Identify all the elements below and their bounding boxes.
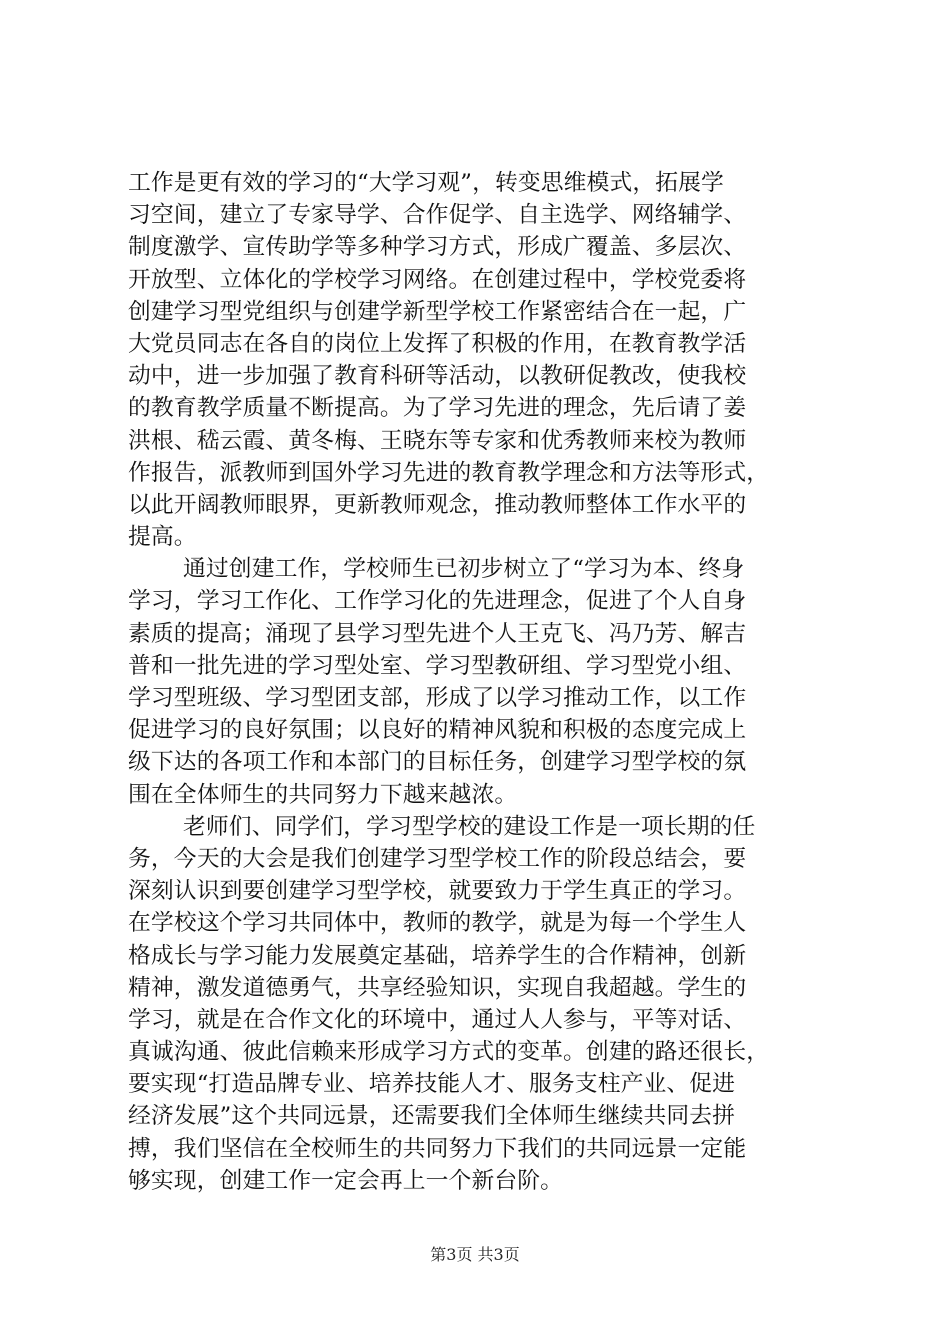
- text-line: 老师们、同学们，学习型学校的建设工作是一项长期的任: [183, 813, 756, 840]
- text-line: 精神，激发道德勇气，共享经验知识，实现自我超越。学生的: [128, 974, 747, 1001]
- text-line: 洪根、嵇云霞、黄冬梅、王晓东等专家和优秀教师来校为教师: [128, 427, 747, 454]
- text-line: 的教育教学质量不断提高。为了学习先进的理念，先后请了姜: [128, 395, 747, 422]
- text-line: 提高。: [128, 524, 197, 551]
- text-line: 真诚沟通、彼此信赖来形成学习方式的变革。创建的路还很长，: [128, 1039, 770, 1066]
- text-line: 制度激学、宣传助学等多种学习方式，形成广覆盖、多层次、: [128, 234, 747, 261]
- text-line: 搏，我们坚信在全校师生的共同努力下我们的共同远景一定能: [128, 1135, 747, 1162]
- text-line: 动中，进一步加强了教育科研等活动，以教研促教改，使我校: [128, 363, 747, 390]
- text-line: 够实现，创建工作一定会再上一个新台阶。: [128, 1167, 564, 1194]
- text-line: 开放型、立体化的学校学习网络。在创建过程中，学校党委将: [128, 266, 747, 293]
- text-line: 作报告，派教师到国外学习先进的教育教学理念和方法等形式，: [128, 459, 770, 486]
- text-line: 级下达的各项工作和本部门的目标任务，创建学习型学校的氛: [128, 749, 747, 776]
- text-line: 学习，学习工作化、工作学习化的先进理念，促进了个人自身: [128, 588, 747, 615]
- text-line: 要实现“打造品牌专业、培养技能人才、服务支柱产业、促进: [128, 1071, 736, 1098]
- text-line: 格成长与学习能力发展奠定基础，培养学生的合作精神，创新: [128, 942, 747, 969]
- text-line: 在学校这个学习共同体中，教师的教学，就是为每一个学生人: [128, 910, 747, 937]
- text-line: 创建学习型党组织与创建学新型学校工作紧密结合在一起，广: [128, 298, 747, 325]
- page-footer: 第3页 共3页: [430, 1245, 520, 1264]
- text-line: 以此开阔教师眼界，更新教师观念，推动教师整体工作水平的: [128, 491, 747, 518]
- text-line: 大党员同志在各自的岗位上发挥了积极的作用，在教育教学活: [128, 330, 747, 357]
- text-line: 务，今天的大会是我们创建学习型学校工作的阶段总结会，要: [128, 845, 747, 872]
- text-line: 普和一批先进的学习型处室、学习型教研组、学习型党小组、: [128, 652, 747, 679]
- body-text: [128, 167, 833, 1197]
- text-line: 习空间，建立了专家导学、合作促学、自主选学、网络辅学、: [128, 202, 747, 229]
- text-line: 学习，就是在合作文化的环境中，通过人人参与，平等对话、: [128, 1006, 747, 1033]
- text-line: 促进学习的良好氛围；以良好的精神风貌和积极的态度完成上: [128, 717, 747, 744]
- text-line: 经济发展”这个共同远景，还需要我们全体师生继续共同去拼: [128, 1103, 736, 1130]
- text-line: 通过创建工作，学校师生已初步树立了“学习为本、终身: [183, 556, 745, 583]
- text-line: 工作是更有效的学习的“大学习观”，转变思维模式，拓展学: [128, 170, 724, 196]
- text-line: 围在全体师生的共同努力下越来越浓。: [128, 781, 518, 808]
- text-line: 学习型班级、学习型团支部，形成了以学习推动工作，以工作: [128, 685, 747, 711]
- text-line: 深刻认识到要创建学习型学校，就要致力于学生真正的学习。: [128, 878, 747, 905]
- text-line: 素质的提高；涌现了县学习型先进个人王克飞、冯乃芳、解吉: [128, 620, 747, 647]
